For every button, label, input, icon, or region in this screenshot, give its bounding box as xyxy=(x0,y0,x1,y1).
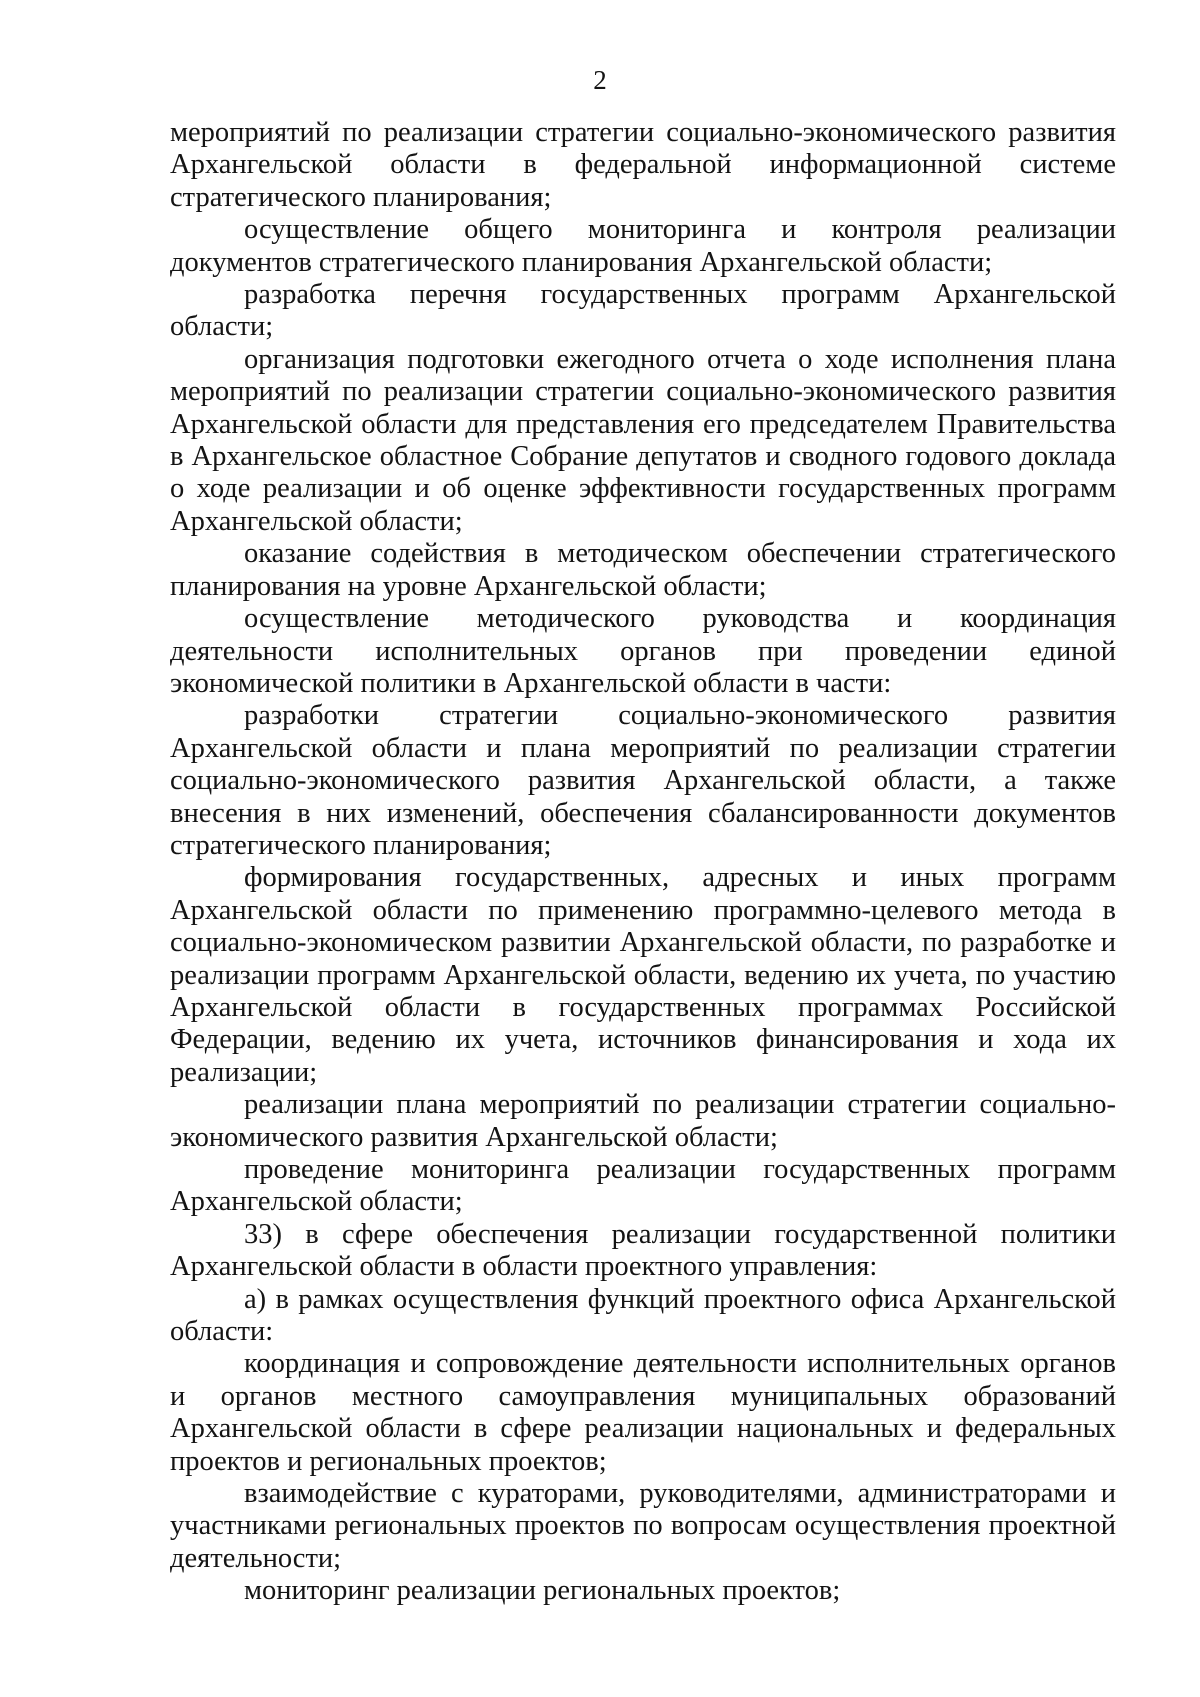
paragraph-4: организация подготовки ежегодного отчета о ходе исполнения плана мероприятий по реализации стратегии социально-экономического развития Архангельской области для представления его председателем Правительства в Архангельское областное Собрание депутатов и сводного годового доклада о ходе реализации и об оценке эффективности государственных программ Архангельской области; xyxy=(170,343,1116,537)
paragraph-9: реализации плана мероприятий по реализации стратегии социально-экономического развития Архангельской области; xyxy=(170,1089,1116,1153)
paragraph-8: формирования государственных, адресных и иных программ Архангельской области по применению программно-целевого метода в социально-экономическом развитии Архангельской области, по разработке и реализации программ Архангельской области, ведению их учета, по участию Архангельской области в государственных программах Российской Федерации, ведению их учета, источников финансирования и хода их реализации; xyxy=(170,862,1116,1088)
paragraph-7: разработки стратегии социально-экономического развития Архангельской области и плана мероприятий по реализации стратегии социально-экономического развития Архангельской области, а также внесения в них изменений, обеспечения сбалансированности документов стратегического планирования; xyxy=(170,700,1116,861)
paragraph-12: а) в рамках осуществления функций проектного офиса Архангельской области: xyxy=(170,1283,1116,1348)
paragraph-6: осуществление методического руководства и координация деятельности исполнительных органов при проведении единой экономической политики в Архангельской области в части: xyxy=(170,603,1116,699)
paragraph-1: мероприятий по реализации стратегии социально-экономического развития Архангельской области в федеральной информационной системе стратегического планирования; xyxy=(170,117,1116,213)
paragraph-5: оказание содействия в методическом обеспечении стратегического планирования на уровне Архангельской области; xyxy=(170,538,1116,602)
paragraph-15: мониторинг реализации региональных проектов; xyxy=(244,1575,841,1607)
paragraph-13: координация и сопровождение деятельности исполнительных органов и органов местного самоуправления муниципальных образований Архангельской области в сфере реализации национальных и федеральных проектов и региональных проектов; xyxy=(170,1348,1116,1477)
paragraph-10: проведение мониторинга реализации государственных программ Архангельской области; xyxy=(170,1154,1116,1218)
page-number: 2 xyxy=(593,65,607,95)
paragraph-11: 33) в сфере обеспечения реализации государственной политики Архангельской области в области проектного управления: xyxy=(170,1218,1116,1283)
paragraph-14: взаимодействие с кураторами, руководителями, администраторами и участниками региональных проектов по вопросам осуществления проектной деятельности; xyxy=(170,1478,1116,1574)
paragraph-2: осуществление общего мониторинга и контроля реализации документов стратегического планирования Архангельской области; xyxy=(170,214,1116,278)
document-body xyxy=(170,117,1116,1608)
paragraph-3: разработка перечня государственных программ Архангельской области; xyxy=(170,279,1116,343)
